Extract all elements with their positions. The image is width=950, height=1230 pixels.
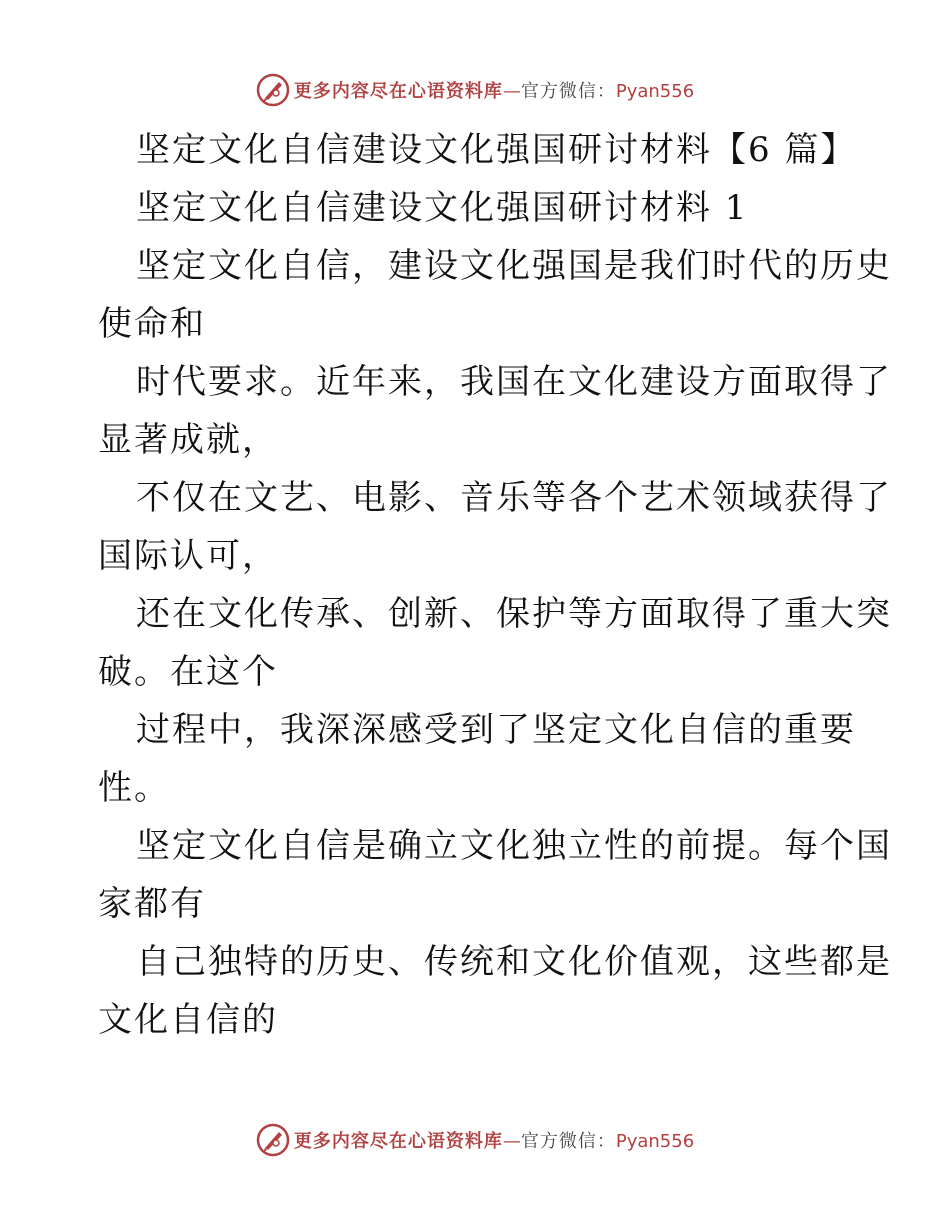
- paragraph-line: 还在文化传承、创新、保护等方面取得了重大突: [136, 594, 892, 634]
- paragraph-line: 过程中，我深深感受到了坚定文化自信的重要: [136, 710, 856, 750]
- watermark-main-text: 更多内容尽在心语资料库: [293, 81, 503, 102]
- quill-logo-icon: [256, 73, 290, 107]
- paragraph-line: 破。在这个: [98, 652, 278, 692]
- paragraph-line: 文化自信的: [98, 1000, 278, 1040]
- paragraph-line: 坚定文化自信，建设文化强国是我们时代的历史: [136, 246, 892, 286]
- document-body: [98, 121, 892, 1049]
- document-title: 坚定文化自信建设文化强国研讨材料【6 篇】: [136, 130, 857, 170]
- watermark-id: Pyan556: [615, 81, 695, 102]
- watermark-dash: —: [502, 81, 521, 102]
- paragraph-line: 家都有: [98, 884, 206, 924]
- watermark-label: 官方微信：: [520, 1131, 616, 1152]
- paragraph-line: 显著成就，: [98, 420, 278, 460]
- paragraph-line: 不仅在文艺、电影、音乐等各个艺术领域获得了: [136, 478, 892, 518]
- footer-watermark: [0, 1120, 950, 1160]
- watermark-dash: —: [502, 1131, 521, 1152]
- paragraph-line: 国际认可，: [98, 536, 278, 576]
- paragraph-line: 性。: [98, 768, 170, 808]
- watermark-main-text: 更多内容尽在心语资料库: [293, 1131, 503, 1152]
- paragraph-line: 时代要求。近年来，我国在文化建设方面取得了: [136, 362, 892, 402]
- quill-logo-icon: [256, 1123, 290, 1157]
- section-heading: 坚定文化自信建设文化强国研讨材料 1: [136, 188, 749, 228]
- header-watermark: [0, 70, 950, 110]
- watermark-id: Pyan556: [615, 1131, 695, 1152]
- paragraph-line: 自己独特的历史、传统和文化价值观，这些都是: [136, 942, 892, 982]
- watermark-label: 官方微信：: [520, 81, 616, 102]
- paragraph-line: 使命和: [98, 304, 206, 344]
- paragraph-line: 坚定文化自信是确立文化独立性的前提。每个国: [136, 826, 892, 866]
